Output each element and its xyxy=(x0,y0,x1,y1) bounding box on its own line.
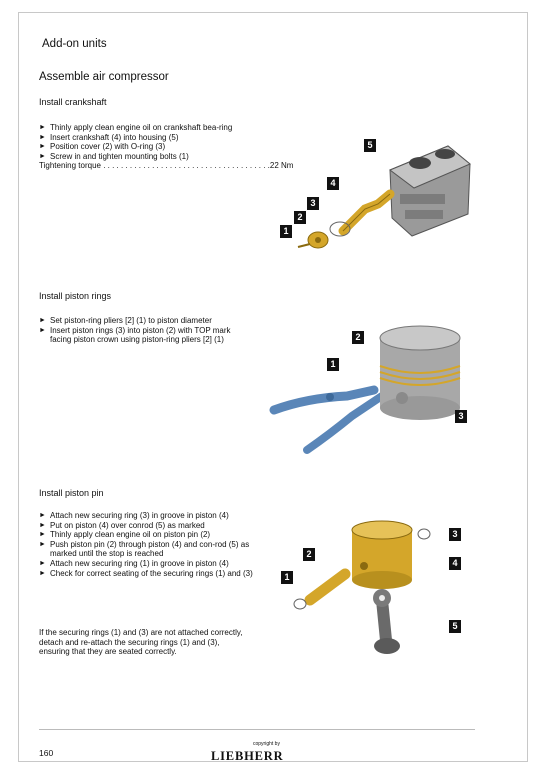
page-number: 160 xyxy=(39,748,54,758)
crankshaft-callout-4: 4 xyxy=(327,177,339,190)
piston-pin-callout-2: 2 xyxy=(303,548,315,561)
piston-pin-heading: Install piston pin xyxy=(39,488,104,498)
torque-label: Tightening torque xyxy=(39,161,101,171)
securing-ring-note: If the securing rings (1) and (3) are not attached correctly, detach and re-attach the securing rings (1) and (3), ensuring that they are seated correctly. xyxy=(39,628,243,657)
crankshaft-heading: Install crankshaft xyxy=(39,97,107,107)
crankshaft-steps xyxy=(39,123,294,171)
tightening-torque xyxy=(39,161,294,171)
piston-pin-steps xyxy=(39,511,254,578)
crankshaft-callout-5: 5 xyxy=(364,139,376,152)
section-title: Add-on units xyxy=(42,38,107,50)
piston-pin-step-4: ► Push piston pin (2) through piston (4) and con-rod (5) as marked until the stop is reached xyxy=(39,540,254,559)
piston-pin-callout-4: 4 xyxy=(449,557,461,570)
crankshaft-step-3: ► Position cover (2) with O-ring (3) xyxy=(39,142,254,152)
crankshaft-callout-2: 2 xyxy=(294,211,306,224)
crankshaft-step-4: ► Screw in and tighten mounting bolts (1) xyxy=(39,152,254,162)
piston-pin-step-1: ► Attach new securing ring (3) in groove in piston (4) xyxy=(39,511,254,521)
piston-pin-callout-5: 5 xyxy=(449,620,461,633)
piston-rings-figure xyxy=(262,326,472,466)
crankshaft-callout-3: 3 xyxy=(307,197,319,210)
footer-divider xyxy=(39,729,475,730)
piston-pin-step-3: ► Thinly apply clean engine oil on piston pin (2) xyxy=(39,530,254,540)
piston-rings-callout-2: 2 xyxy=(352,331,364,344)
piston-pin-figure xyxy=(290,518,470,668)
torque-leader-dots: . . . . . . . . . . . . . . . . . . . . . . . . . . . . . . . . . . . . . . xyxy=(100,161,270,171)
piston-pin-step-6: ► Check for correct seating of the securing rings (1) and (3) xyxy=(39,569,254,579)
piston-rings-callout-3: 3 xyxy=(455,410,467,423)
piston-pin-step-2: ► Put on piston (4) over conrod (5) as marked xyxy=(39,521,254,531)
piston-pin-step-5: ► Attach new securing ring (1) in groove in piston (4) xyxy=(39,559,254,569)
piston-rings-callout-1: 1 xyxy=(327,358,339,371)
crankshaft-step-2: ► Insert crankshaft (4) into housing (5) xyxy=(39,133,254,143)
piston-pin-callout-3: 3 xyxy=(449,528,461,541)
brand-logo: LIEBHERR xyxy=(211,749,284,763)
torque-value: 22 Nm xyxy=(269,161,294,171)
piston-rings-steps xyxy=(39,316,254,345)
piston-rings-step-2: ► Insert piston rings (3) into piston (2) with TOP mark facing piston crown using piston-ring pliers [2] (1) xyxy=(39,326,254,345)
crankshaft-step-1: ► Thinly apply clean engine oil on crankshaft bea-ring xyxy=(39,123,254,133)
main-heading: Assemble air compressor xyxy=(39,71,169,83)
piston-rings-step-1: ► Set piston-ring pliers [2] (1) to piston diameter xyxy=(39,316,254,326)
piston-rings-heading: Install piston rings xyxy=(39,291,112,301)
copyright-text: copyright by xyxy=(253,741,280,747)
crankshaft-callout-1: 1 xyxy=(280,225,292,238)
piston-pin-callout-1: 1 xyxy=(281,571,293,584)
